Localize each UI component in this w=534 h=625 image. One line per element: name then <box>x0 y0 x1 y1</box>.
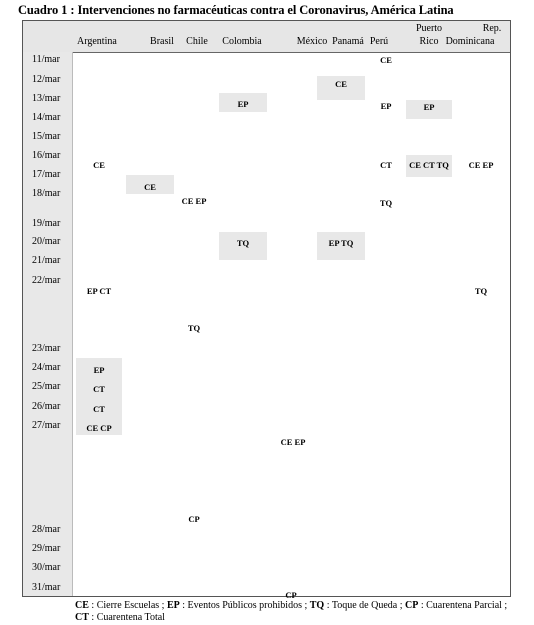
date-label: 11/mar <box>32 54 60 65</box>
intervention-codes: CT <box>93 404 105 414</box>
country-header-mexico: México <box>296 36 328 47</box>
date-label: 18/mar <box>32 188 61 199</box>
date-label: 21/mar <box>32 255 61 266</box>
intervention-codes: EP TQ <box>328 238 354 248</box>
legend-description: Cierre Escuelas <box>96 600 160 611</box>
date-label: 29/mar <box>32 543 61 554</box>
country-header-argentina: Argentina <box>77 36 117 47</box>
intervention-codes: CE <box>144 182 156 192</box>
date-label: 22/mar <box>32 275 61 286</box>
date-label: 25/mar <box>32 381 61 392</box>
date-label: 26/mar <box>32 401 61 412</box>
intervention-codes: CE EP <box>181 196 207 206</box>
intervention-codes: CE EP <box>280 437 306 447</box>
intervention-codes: EP <box>423 102 435 112</box>
country-header-repdom: Dominicana <box>445 36 495 47</box>
intervention-codes: TQ <box>474 286 488 296</box>
intervention-codes: CP <box>188 514 200 524</box>
intervention-codes: CE <box>380 55 392 65</box>
intervention-codes: CE CT TQ <box>409 160 449 170</box>
country-header-chile: Chile <box>186 36 208 47</box>
legend-code: CT <box>75 612 89 623</box>
intervention-codes: TQ <box>236 238 250 248</box>
legend: CE : Cierre Escuelas ; EP : Eventos Públicos prohibidos ; TQ : Toque de Queda ; CP : Cuarentena Parcial ; CT : Cuarentena Total <box>75 600 508 623</box>
date-label: 27/mar <box>32 420 61 431</box>
date-label: 15/mar <box>32 131 61 142</box>
country-header-repdom-line1: Rep. <box>482 23 502 34</box>
date-label: 23/mar <box>32 343 61 354</box>
intervention-codes: EP <box>93 365 105 375</box>
table-header <box>23 21 510 53</box>
intervention-codes: EP <box>380 101 392 111</box>
legend-code: CE <box>75 600 89 611</box>
date-label: 30/mar <box>32 562 61 573</box>
intervention-codes: CE EP <box>468 160 494 170</box>
intervention-codes: CE CP <box>86 423 112 433</box>
date-label: 31/mar <box>32 582 61 593</box>
intervention-codes: CT <box>93 384 105 394</box>
legend-description: Cuarentena Parcial <box>426 600 502 611</box>
legend-description: Eventos Públicos prohibidos <box>187 600 302 611</box>
intervention-codes: EP CT <box>86 286 112 296</box>
legend-code: CP <box>404 600 419 611</box>
country-header-panama: Panamá <box>332 36 364 47</box>
country-header-peru: Perú <box>369 36 389 47</box>
date-label: 19/mar <box>32 218 61 229</box>
country-header-puertorico: Rico <box>419 36 439 47</box>
date-label: 13/mar <box>32 93 61 104</box>
date-label: 14/mar <box>32 112 61 123</box>
date-label: 24/mar <box>32 362 61 373</box>
country-header-colombia: Colombia <box>222 36 262 47</box>
date-label: 16/mar <box>32 150 61 161</box>
table-title: Cuadro 1 : Intervenciones no farmacéuticas contra el Coronavirus, América Latina <box>18 3 454 17</box>
date-label: 17/mar <box>32 169 61 180</box>
intervention-codes: CT <box>380 160 392 170</box>
country-header-brasil: Brasil <box>150 36 174 47</box>
intervention-codes: TQ <box>187 323 201 333</box>
intervention-codes: CE <box>93 160 105 170</box>
date-label: 20/mar <box>32 236 61 247</box>
intervention-codes: EP <box>237 99 249 109</box>
date-label: 12/mar <box>32 74 61 85</box>
legend-code: EP <box>166 600 180 611</box>
legend-description: Cuarentena Total <box>96 612 165 623</box>
intervention-codes: CE <box>335 79 347 89</box>
intervention-codes: TQ <box>379 198 393 208</box>
legend-code: TQ <box>309 600 325 611</box>
intervention-codes: CP <box>285 590 297 600</box>
legend-description: Toque de Queda <box>331 600 398 611</box>
date-column <box>23 52 73 596</box>
country-header-puertorico-line1: Puerto <box>415 23 443 34</box>
interventions-table <box>22 20 511 600</box>
date-label: 28/mar <box>32 524 61 535</box>
